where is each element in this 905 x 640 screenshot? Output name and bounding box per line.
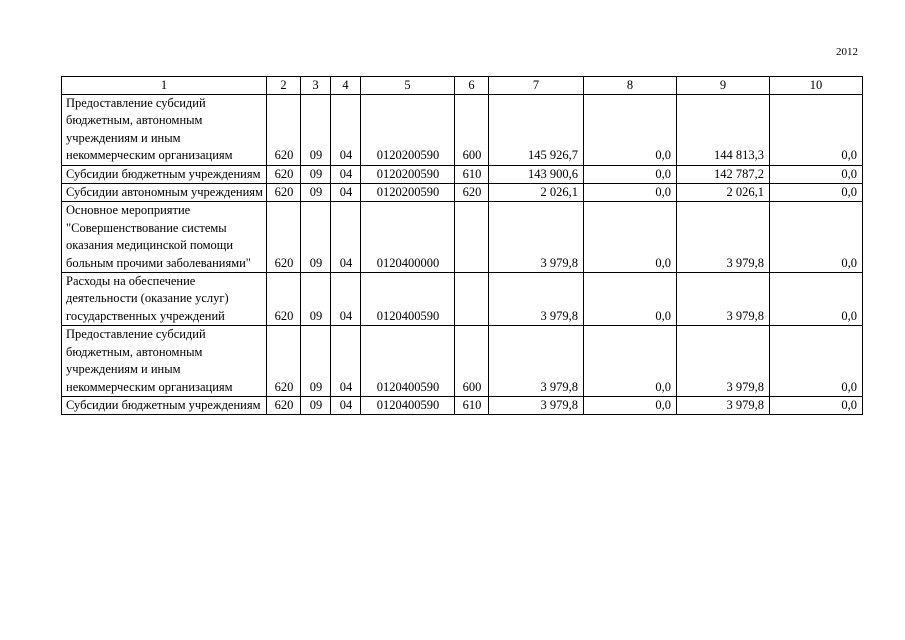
cell-amount: 0,0 <box>584 326 677 397</box>
cell-subsection: 04 <box>331 184 361 202</box>
cell-expense-type: 610 <box>455 396 489 414</box>
cell-section: 09 <box>301 326 331 397</box>
page-number: 2012 <box>836 46 858 58</box>
table-row <box>62 184 863 202</box>
cell-amount: 3 979,8 <box>677 396 770 414</box>
cell-amount: 145 926,7 <box>489 95 584 166</box>
cell-section: 09 <box>301 165 331 183</box>
cell-expense-type: 600 <box>455 95 489 166</box>
cell-section: 09 <box>301 95 331 166</box>
cell-subsection: 04 <box>331 326 361 397</box>
cell-subsection: 04 <box>331 396 361 414</box>
cell-ministry: 620 <box>267 326 301 397</box>
cell-expense-type <box>455 273 489 326</box>
row-name: Основное мероприятие "Совершенствование системы оказания медицинской помощи больным прочими заболеваниями" <box>62 202 267 273</box>
table-row <box>62 95 863 166</box>
cell-amount: 2 026,1 <box>677 184 770 202</box>
cell-expense-type: 620 <box>455 184 489 202</box>
cell-subsection: 04 <box>331 273 361 326</box>
header-row <box>62 77 863 95</box>
cell-subsection: 04 <box>331 95 361 166</box>
column-header: 1 <box>62 77 267 95</box>
cell-target-code: 0120400000 <box>361 202 455 273</box>
column-header: 9 <box>677 77 770 95</box>
budget-table <box>61 76 863 415</box>
table-row <box>62 165 863 183</box>
cell-amount: 3 979,8 <box>677 273 770 326</box>
cell-amount: 0,0 <box>770 326 863 397</box>
column-header: 8 <box>584 77 677 95</box>
table-row <box>62 202 863 273</box>
column-header: 4 <box>331 77 361 95</box>
row-name: Предоставление субсидий бюджетным, автономным учреждениям и иным некоммерческим организациям <box>62 326 267 397</box>
cell-amount: 0,0 <box>584 95 677 166</box>
cell-amount: 144 813,3 <box>677 95 770 166</box>
cell-amount: 0,0 <box>584 396 677 414</box>
cell-amount: 0,0 <box>770 165 863 183</box>
cell-ministry: 620 <box>267 202 301 273</box>
cell-amount: 142 787,2 <box>677 165 770 183</box>
row-name: Расходы на обеспечение деятельности (оказание услуг) государственных учреждений <box>62 273 267 326</box>
cell-target-code: 0120200590 <box>361 165 455 183</box>
column-header: 6 <box>455 77 489 95</box>
cell-amount: 3 979,8 <box>677 326 770 397</box>
cell-amount: 0,0 <box>584 165 677 183</box>
cell-amount: 3 979,8 <box>489 202 584 273</box>
cell-expense-type: 600 <box>455 326 489 397</box>
cell-amount: 0,0 <box>584 184 677 202</box>
column-header: 5 <box>361 77 455 95</box>
cell-ministry: 620 <box>267 273 301 326</box>
cell-amount: 0,0 <box>584 202 677 273</box>
cell-amount: 0,0 <box>770 273 863 326</box>
cell-amount: 0,0 <box>770 95 863 166</box>
cell-amount: 0,0 <box>770 202 863 273</box>
column-header: 2 <box>267 77 301 95</box>
cell-ministry: 620 <box>267 396 301 414</box>
cell-target-code: 0120200590 <box>361 95 455 166</box>
cell-ministry: 620 <box>267 184 301 202</box>
cell-amount: 0,0 <box>770 396 863 414</box>
row-name: Субсидии автономным учреждениям <box>62 184 267 202</box>
cell-section: 09 <box>301 202 331 273</box>
column-header: 7 <box>489 77 584 95</box>
cell-expense-type <box>455 202 489 273</box>
cell-amount: 3 979,8 <box>677 202 770 273</box>
table-row <box>62 396 863 414</box>
cell-amount: 143 900,6 <box>489 165 584 183</box>
cell-ministry: 620 <box>267 95 301 166</box>
cell-amount: 3 979,8 <box>489 273 584 326</box>
row-name: Предоставление субсидий бюджетным, автономным учреждениям и иным некоммерческим организациям <box>62 95 267 166</box>
cell-target-code: 0120200590 <box>361 184 455 202</box>
column-header: 10 <box>770 77 863 95</box>
cell-section: 09 <box>301 273 331 326</box>
column-header: 3 <box>301 77 331 95</box>
row-name: Субсидии бюджетным учреждениям <box>62 396 267 414</box>
table-row <box>62 273 863 326</box>
cell-amount: 3 979,8 <box>489 396 584 414</box>
cell-ministry: 620 <box>267 165 301 183</box>
cell-amount: 0,0 <box>584 273 677 326</box>
cell-section: 09 <box>301 184 331 202</box>
cell-amount: 2 026,1 <box>489 184 584 202</box>
cell-target-code: 0120400590 <box>361 396 455 414</box>
table-row <box>62 326 863 397</box>
cell-target-code: 0120400590 <box>361 326 455 397</box>
cell-amount: 3 979,8 <box>489 326 584 397</box>
cell-subsection: 04 <box>331 202 361 273</box>
row-name: Субсидии бюджетным учреждениям <box>62 165 267 183</box>
cell-expense-type: 610 <box>455 165 489 183</box>
cell-subsection: 04 <box>331 165 361 183</box>
cell-target-code: 0120400590 <box>361 273 455 326</box>
cell-amount: 0,0 <box>770 184 863 202</box>
cell-section: 09 <box>301 396 331 414</box>
